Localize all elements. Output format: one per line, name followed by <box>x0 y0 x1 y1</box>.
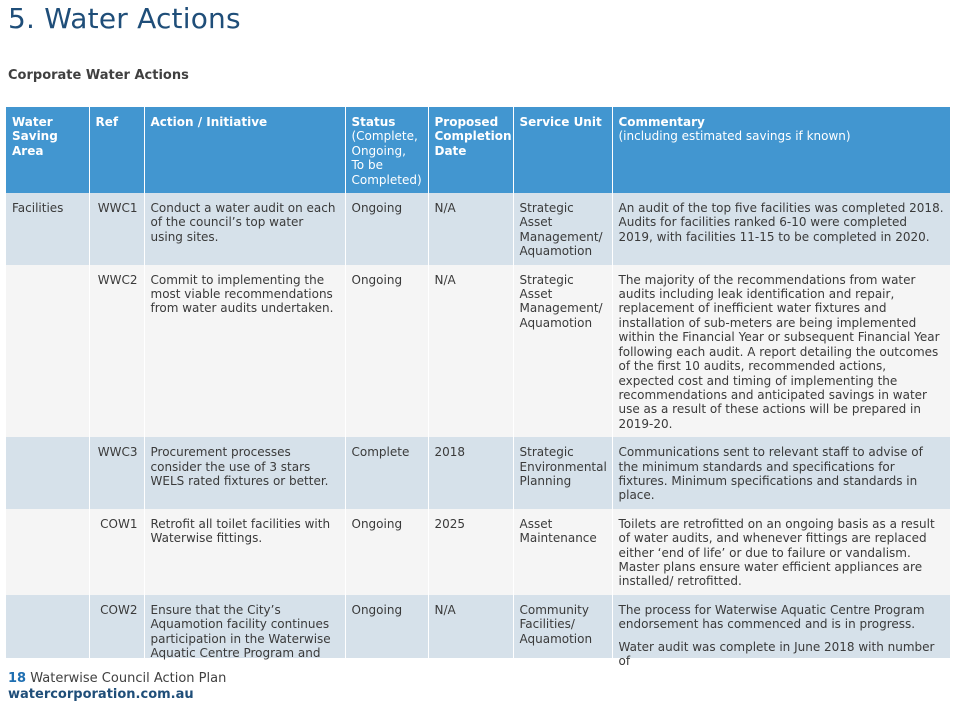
header-water-saving-area: Water Saving Area <box>6 107 89 193</box>
commentary-paragraph: Communications sent to relevant staff to advise of the minimum standards and specifications for fixtures. Minimum specifications and standards in place. <box>618 445 923 503</box>
table-row <box>6 265 950 437</box>
cell-unit: Strategic Asset Management/ Aquamotion <box>513 265 612 437</box>
table-row <box>6 509 950 595</box>
cell-unit-text: Community Facilities/ Aquamotion <box>519 602 593 646</box>
table-header-row <box>6 107 950 193</box>
cell-unit <box>513 595 612 658</box>
cell-ref: COW1 <box>89 509 144 595</box>
cell-action: Conduct a water audit on each of the council’s top water using sites. <box>144 193 345 265</box>
table-row <box>6 437 950 509</box>
header-commentary-label: Commentary <box>618 115 705 129</box>
cell-commentary <box>612 509 950 595</box>
commentary-paragraph: The majority of the recommendations from water audits including leak identification and repair, replacement of inefficient water fixtures and installation of sub-meters are being implemented within the Financial Year or subsequent Financial Year following each audit. A report detailing the outcomes of the first 10 audits, recommended actions, expected cost and timing of implementing the recommendations and anticipated savings in water use as a result of these actions will be prepared in 2019-20. <box>618 272 940 431</box>
cell-ref: WWC2 <box>89 265 144 437</box>
commentary-paragraph: Toilets are retrofitted on an ongoing basis as a result of water audits, and whenever fittings are replaced either ‘end of life’ or due to failure or vandalism. Master plans ensure water efficient appliances are installed/ retrofitted. <box>618 516 935 589</box>
section-subtitle: Corporate Water Actions <box>8 68 189 83</box>
cell-action <box>144 595 345 658</box>
cell-date: 2018 <box>428 437 513 509</box>
header-status-label: Status <box>351 115 396 129</box>
cell-status-text: Ongoing <box>351 602 403 617</box>
cell-commentary <box>612 193 950 265</box>
cell-status <box>345 595 428 658</box>
cell-area: Facilities <box>6 193 89 265</box>
cell-date: N/A <box>428 193 513 265</box>
cell-date <box>428 595 513 658</box>
water-actions-table <box>6 107 950 668</box>
page-title: 5. Water Actions <box>8 2 241 35</box>
cell-status: Ongoing <box>345 509 428 595</box>
cell-action-text: Ensure that the City’s Aquamotion facility continues participation in the Waterwise Aquatic Centre Program and <box>150 602 331 660</box>
table-row <box>6 193 950 265</box>
cell-commentary <box>612 595 950 668</box>
cell-area <box>6 509 89 595</box>
cell-area <box>6 265 89 437</box>
cell-unit: Strategic Environmental Planning <box>513 437 612 509</box>
cell-status: Ongoing <box>345 265 428 437</box>
cell-ref: WWC3 <box>89 437 144 509</box>
header-proposed-date: Proposed Completion Date <box>428 107 513 193</box>
cell-commentary-clip <box>618 602 945 668</box>
commentary-paragraph: An audit of the top five facilities was completed 2018. Audits for facilities ranked 6-10 were completed 2019, with facilities 11-15 to be completed in 2020. <box>618 201 944 244</box>
cell-ref-text: COW2 <box>100 602 138 617</box>
header-commentary <box>612 107 950 193</box>
cell-action: Retrofit all toilet facilities with Waterwise fittings. <box>144 509 345 595</box>
cell-commentary <box>612 265 950 437</box>
commentary-paragraph: Water audit was complete in June 2018 with number of <box>618 639 935 668</box>
header-status <box>345 107 428 193</box>
cell-area <box>6 595 89 658</box>
header-ref: Ref <box>89 107 144 193</box>
cell-area <box>6 437 89 509</box>
table-row <box>6 595 950 658</box>
cell-status: Complete <box>345 437 428 509</box>
page-footer <box>8 671 226 703</box>
cell-date: 2025 <box>428 509 513 595</box>
cell-unit: Strategic Asset Management/ Aquamotion <box>513 193 612 265</box>
cell-commentary <box>612 437 950 509</box>
cell-unit: Asset Maintenance <box>513 509 612 595</box>
plan-title: Waterwise Council Action Plan <box>30 671 227 686</box>
cell-status: Ongoing <box>345 193 428 265</box>
commentary-paragraph: The process for Waterwise Aquatic Centre Program endorsement has commenced and is in progress. <box>618 602 925 632</box>
cell-action: Procurement processes consider the use of 3 stars WELS rated fixtures or better. <box>144 437 345 509</box>
cell-date-text: N/A <box>434 602 456 617</box>
header-action: Action / Initiative <box>144 107 345 193</box>
page-number: 18 <box>8 671 27 686</box>
cell-ref: WWC1 <box>89 193 144 265</box>
website-link[interactable]: watercorporation.com.au <box>8 687 194 702</box>
cell-ref <box>89 595 144 658</box>
header-commentary-sub: (including estimated savings if known) <box>618 129 851 144</box>
cell-action: Commit to implementing the most viable recommendations from water audits undertaken. <box>144 265 345 437</box>
header-status-sub: (Complete, Ongoing, To be Completed) <box>351 129 422 187</box>
header-service-unit: Service Unit <box>513 107 612 193</box>
cell-date: N/A <box>428 265 513 437</box>
